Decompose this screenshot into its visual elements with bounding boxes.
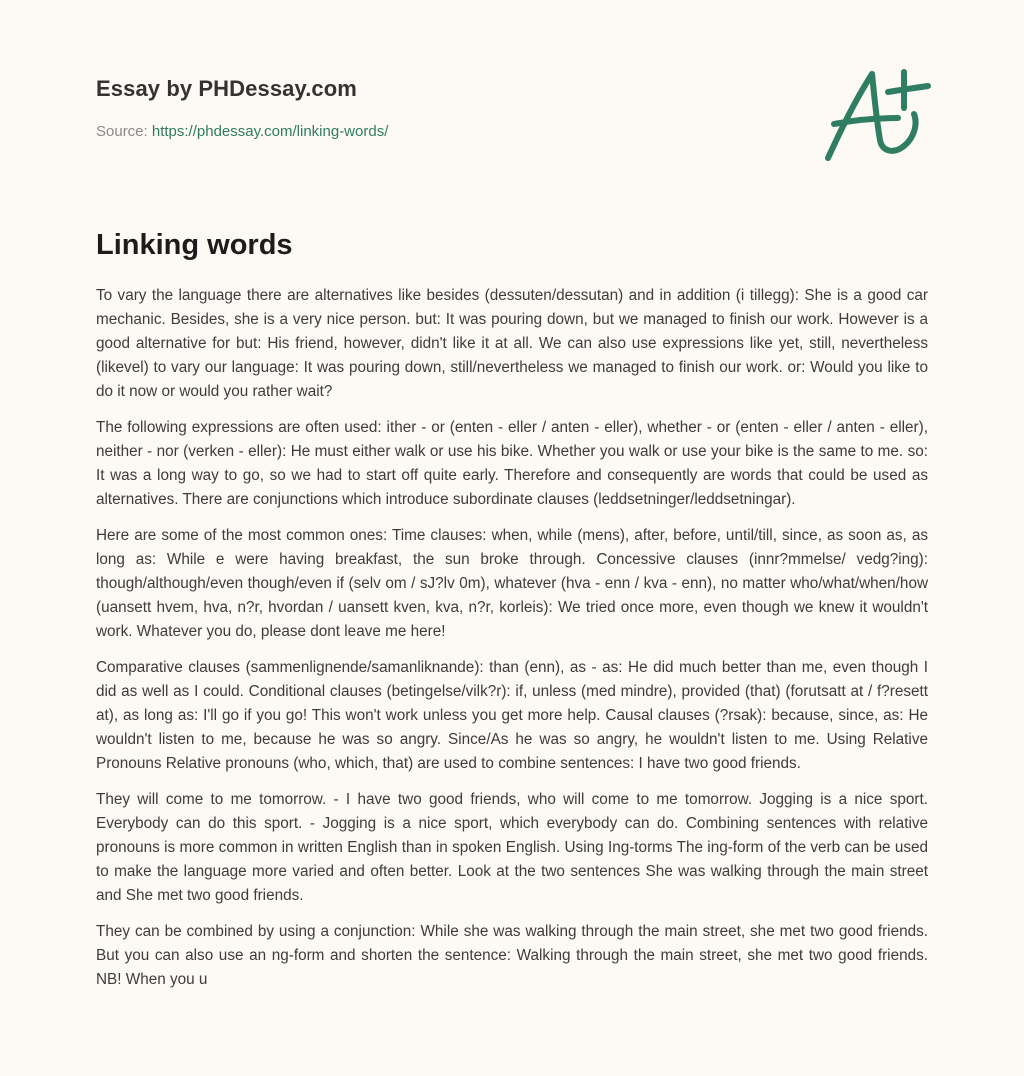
article-body xyxy=(96,284,928,1004)
brand-title: Essay by PHDessay.com xyxy=(96,76,357,101)
paragraph: They will come to me tomorrow. - I have two good friends, who will come to me tomorrow. Jogging is a nice sport. Everybody can do this sport. - Jogging is a nice sport, which everybody can do. Combining sentences with relative pronouns is more common in written English than in spoken English. Using Ing-torms The ing-form of the verb can be used to make the language more varied and often better. Look at the two sentences She was walking through the main street and She met two good friends. xyxy=(96,791,928,904)
source-line xyxy=(96,122,696,142)
paragraph: They can be combined by using a conjunction: While she was walking through the main street, she met two good friends. But you can also use an ng-form and shorten the sentence: Walking through the main street, she met two good friends. NB! When you u xyxy=(96,923,928,988)
source-label: Source: xyxy=(96,123,152,140)
paragraph: To vary the language there are alternatives like besides (dessuten/dessutan) and in addition (i tillegg): She is a good car mechanic. Besides, she is a very nice person. but: It was pouring down, but we managed to finish our work. However is a good alternative for but: His friend, however, didn't like it at all. We can also use expressions like yet, still, nevertheless (likevel) to vary our language: It was pouring down, still/nevertheless we managed to finish our work. or: Would you like to do it now or would you rather wait? xyxy=(96,287,928,400)
paragraph: The following expressions are often used: ither - or (enten - eller / anten - eller), whether - or (enten - eller / anten - eller), neither - nor (verken - eller): He must either walk or use his bike. Whether you walk or use your bike is the same to me. so: It was a long way to go, so we had to start off quite early. Therefore and consequently are words that could be used as alternatives. There are conjunctions which introduce subordinate clauses (leddsetninger/leddsetningar). xyxy=(96,419,928,508)
article-title: Linking words xyxy=(96,229,293,261)
source-link[interactable]: https://phdessay.com/linking-words/ xyxy=(151,123,389,140)
paragraph: Comparative clauses (sammenlignende/samanliknande): than (enn), as - as: He did much better than me, even though I did as well as I could. Conditional clauses (betingelse/vilk?r): if, unless (med mindre), provided (that) (forutsatt at / f?resett at), as long as: I'll go if you go! This won't work unless you get more help. Causal clauses (?rsak): because, since, as: He wouldn't listen to me, because he was so angry. Since/As he was so angry, he wouldn't listen to me. Using Relative Pronouns Relative pronouns (who, which, that) are used to combine sentences: I have two good friends. xyxy=(96,659,928,772)
essay-header xyxy=(96,74,696,142)
paragraph: Here are some of the most common ones: Time clauses: when, while (mens), after, before, until/till, since, as soon as, as long as: While e were having breakfast, the sun broke through. Concessive clauses (innr?mmelse/ vedg?ing): though/although/even though/even if (selv om / sJ?lv 0m), whatever (hva - enn / kva - enn), no matter who/what/when/how (uansett hvem, hva, n?r, hvordan / uansett kven, kva, n?r, korleis): We tried once more, even though we knew it wouldn't work. Whatever you do, please dont leave me here! xyxy=(96,527,928,640)
a-plus-grade-icon xyxy=(818,62,934,166)
